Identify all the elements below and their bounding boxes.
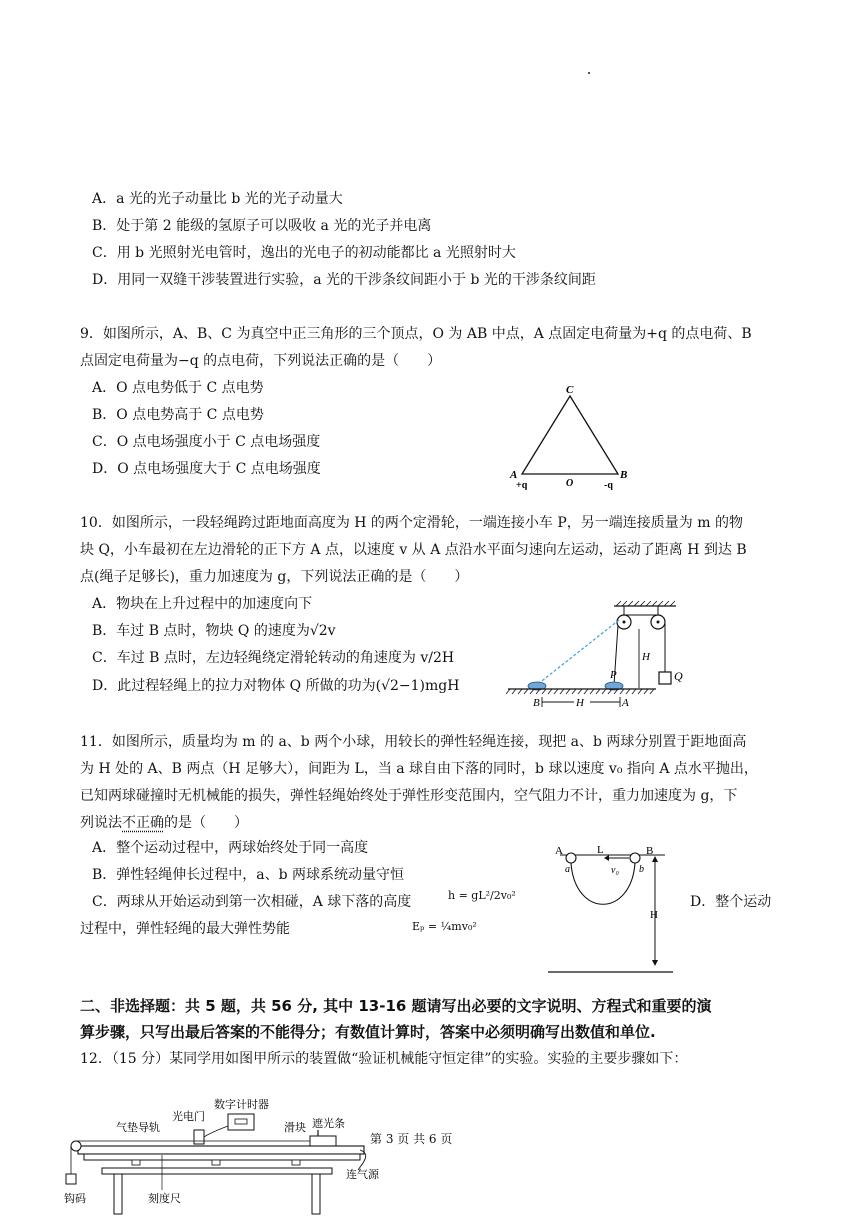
q10-stem-line2: 块 Q，小车最初在左边滑轮的正下方 A 点，以速度 v 从 A 点沿水平面匀速向左运动，运动了距离 H 到达 B bbox=[80, 542, 747, 558]
q8-option-c: C．用 b 光照射光电管时，逸出的光电子的初动能都比 a 光照射时大 bbox=[92, 245, 516, 261]
q9-stem-line1: 9．如图所示，A、B、C 为真空中正三角形的三个顶点，O 为 AB 中点，A 点固定电荷量为+q 的点电荷、B bbox=[80, 326, 752, 342]
point-a-label: A bbox=[555, 845, 563, 857]
equilateral-triangle bbox=[522, 396, 618, 474]
distance-h-label: H bbox=[576, 697, 584, 709]
timer-label: 数字计时器 bbox=[214, 1099, 269, 1111]
q11-option-c: C．两球从开始运动到第一次相碰，A 球下落的高度 bbox=[92, 894, 412, 910]
q10-pulley-figure bbox=[506, 598, 702, 710]
elastic-rope bbox=[571, 863, 635, 904]
end-pulley bbox=[71, 1141, 81, 1151]
q11-formula-ep: Eₚ = ¼mv₀² bbox=[412, 920, 477, 933]
q9-option-d: D．O 点电场强度大于 C 点电场强度 bbox=[92, 461, 321, 477]
midpoint-o-label: O bbox=[566, 478, 574, 489]
velocity-v0-label: v₀ bbox=[611, 865, 619, 876]
q11-stem-line4-end: 的是（ ） bbox=[164, 815, 248, 831]
left-pulley-axle bbox=[623, 621, 626, 624]
photogate bbox=[194, 1130, 204, 1144]
air-track bbox=[78, 1146, 364, 1154]
q10-stem-line3: 点(绳子足够长)，重力加速度为 g，下列说法正确的是（ ） bbox=[80, 569, 469, 585]
weight-label: 钩码 bbox=[64, 1193, 86, 1205]
track-feet bbox=[132, 1160, 300, 1165]
q9-option-a: A．O 点电势低于 C 点电势 bbox=[92, 380, 264, 396]
block-q-label: Q bbox=[674, 669, 683, 683]
q8-option-d: D．用同一双缝干涉装置进行实验，a 光的干涉条纹间距小于 b 光的干涉条纹间距 bbox=[92, 272, 596, 288]
q11-balls-figure bbox=[545, 838, 680, 978]
ball-a-label: a bbox=[565, 864, 570, 875]
right-pulley-axle bbox=[657, 621, 660, 624]
height-arrow-down bbox=[652, 960, 658, 966]
q8-option-b: B．处于第 2 能级的氢原子可以吸收 a 光的光子并电离 bbox=[92, 218, 432, 234]
table-leg-right bbox=[312, 1174, 320, 1214]
air-source-label: 连气源 bbox=[346, 1169, 379, 1181]
q11-stem-line1: 11．如图所示，质量均为 m 的 a、b 两个小球，用较长的弹性轻绳连接，现把 a、b 两球分别置于距地面高 bbox=[80, 734, 747, 750]
q11-option-d-head: D．整个运动 bbox=[690, 894, 772, 910]
velocity-arrowhead bbox=[604, 855, 609, 861]
q10-option-a: A．物块在上升过程中的加速度向下 bbox=[92, 596, 313, 612]
charge-plus-q-label: +q bbox=[516, 480, 528, 490]
ground-hatch bbox=[506, 689, 654, 694]
track-label: 气垫导轨 bbox=[116, 1122, 160, 1134]
q11-emphasis-not-correct: 不正确 bbox=[122, 815, 164, 831]
q10-option-c: C．车过 B 点时，左边轻绳绕定滑轮转动的角速度为 v/2H bbox=[92, 650, 455, 666]
separation-l-label: L bbox=[597, 844, 604, 856]
ceiling-hatch bbox=[616, 601, 675, 606]
q12-stem-line1: 12．（15 分）某同学用如图甲所示的装置做“验证机械能守恒定律”的实验。实验的主要步骤如下： bbox=[80, 1051, 688, 1067]
q11-option-a: A．整个运动过程中，两球始终处于同一高度 bbox=[92, 840, 369, 856]
photogate-label: 光电门 bbox=[172, 1111, 205, 1123]
car-p-label: P bbox=[610, 669, 617, 681]
air-track-base bbox=[84, 1154, 360, 1160]
vertex-c-label: C bbox=[566, 384, 574, 396]
q11-stem-line2: 为 H 处的 A、B 两点（H 足够大），间距为 L，当 a 球自由下落的同时，b 球以速度 v₀ 指向 A 点水平抛出， bbox=[80, 761, 758, 777]
q9-triangle-figure bbox=[500, 380, 640, 490]
section-2-heading-line2: 算步骤，只写出最后答案的不能得分；有数值计算时，答案中必须明确写出数值和单位. bbox=[80, 1023, 656, 1041]
table-leg-left bbox=[114, 1174, 122, 1214]
q11-stem-line3: 已知两球碰撞时无机械能的损失，弹性轻绳始终处于弹性形变范围内，空气阻力不计，重力加速度为 g，下 bbox=[80, 788, 738, 804]
ball-a bbox=[566, 853, 576, 863]
q11-option-b: B．弹性轻绳伸长过程中，a、b 两球系统动量守恒 bbox=[92, 867, 405, 883]
q9-stem-line2: 点固定电荷量为−q 的点电荷，下列说法正确的是（ ） bbox=[80, 353, 442, 369]
q11-stem-line4 bbox=[80, 813, 248, 833]
q12-air-track-figure bbox=[62, 1092, 402, 1216]
q8-option-a: A．a 光的光子动量比 b 光的光子动量大 bbox=[92, 191, 343, 207]
q11-stem-line4-start: 列说法 bbox=[80, 815, 122, 831]
digital-timer bbox=[228, 1114, 254, 1130]
page-speck bbox=[588, 72, 590, 74]
ball-b-label: b bbox=[639, 864, 644, 875]
shade-label: 遮光条 bbox=[312, 1118, 345, 1130]
height-h-label: H bbox=[650, 909, 658, 921]
q9-option-b: B．O 点电势高于 C 点电势 bbox=[92, 407, 264, 423]
page-number-footer: 第 3 页 共 6 页 bbox=[370, 1132, 453, 1146]
point-b-label: B bbox=[533, 697, 540, 709]
q11-option-d-tail: 过程中，弹性轻绳的最大弹性势能 bbox=[80, 921, 290, 937]
q10-option-d: D．此过程轻绳上的拉力对物体 Q 所做的功为(√2−1)mgH bbox=[92, 678, 460, 694]
q10-option-b: B．车过 B 点时，物块 Q 的速度为√2v bbox=[92, 623, 336, 639]
hanging-weight bbox=[66, 1174, 76, 1184]
height-h-label: H bbox=[642, 651, 650, 663]
slider bbox=[310, 1136, 336, 1146]
ball-b bbox=[630, 853, 640, 863]
block-q bbox=[659, 672, 671, 684]
q11-formula-h: h = gL²/2v₀² bbox=[448, 889, 516, 902]
point-a-label: A bbox=[622, 697, 629, 709]
point-b-label: B bbox=[646, 845, 654, 857]
ruler-label: 刻度尺 bbox=[148, 1193, 181, 1205]
table-top bbox=[102, 1168, 332, 1174]
vertex-a-label: A bbox=[510, 469, 518, 481]
vertex-b-label: B bbox=[620, 469, 628, 481]
section-2-heading-line1: 二、非选择题：共 5 题，共 56 分, 其中 13-16 题请写出必要的文字说明、方程式和重要的演 bbox=[80, 997, 712, 1015]
rope-initial-dashed bbox=[538, 620, 619, 684]
charge-minus-q-label: -q bbox=[604, 480, 613, 490]
q10-stem-line1: 10．如图所示，一段轻绳跨过距地面高度为 H 的两个定滑轮，一端连接小车 P，另一端连接质量为 m 的物 bbox=[80, 515, 743, 531]
q9-option-c: C．O 点电场强度小于 C 点电场强度 bbox=[92, 434, 321, 450]
slider-label: 滑块 bbox=[284, 1122, 306, 1134]
